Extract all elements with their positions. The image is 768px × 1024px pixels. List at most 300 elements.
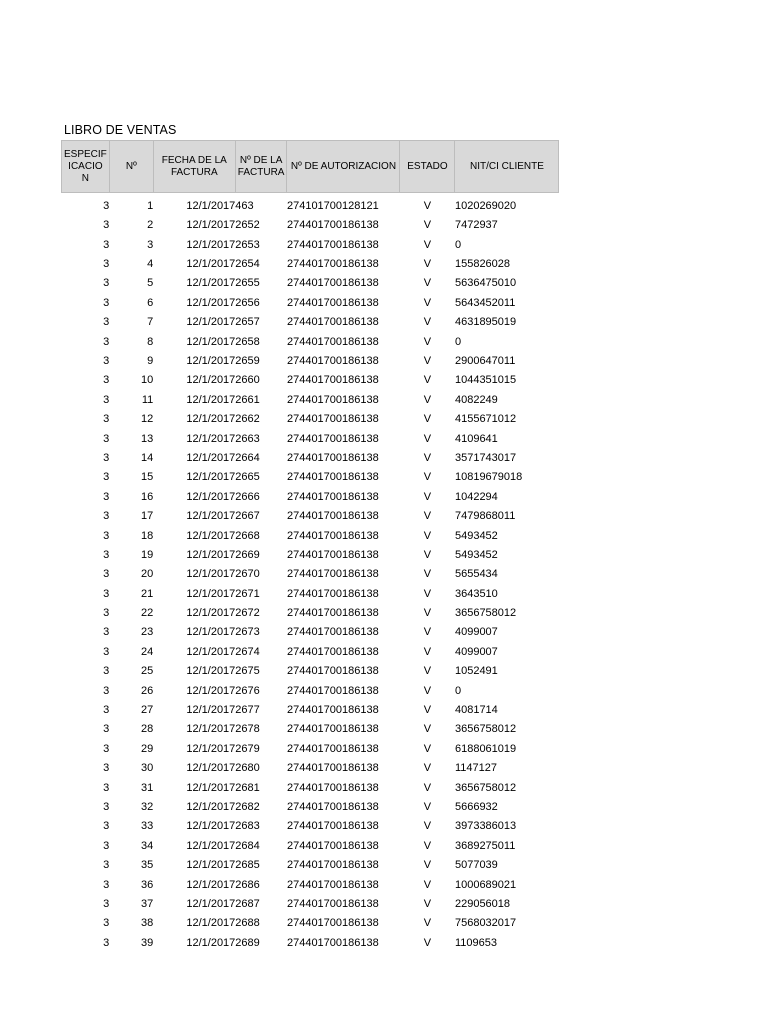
cell-numero: 30 — [141, 762, 154, 775]
cell-numero: 3 — [147, 238, 154, 251]
cell-nit: 5655434 — [454, 568, 498, 581]
table-row — [62, 600, 559, 619]
header-estado: ESTADO — [400, 141, 455, 193]
cell-numero: 31 — [141, 781, 154, 794]
cell-fecha: 12/1/2017 — [186, 510, 236, 523]
cell-numero: 4 — [147, 258, 154, 271]
cell-nit: 3571743017 — [454, 451, 517, 464]
table-row — [62, 697, 559, 716]
cell-numero: 16 — [141, 490, 154, 503]
cell-autorizacion: 274401700186138 — [286, 762, 379, 775]
cell-nit: 229056018 — [454, 897, 511, 910]
cell-numero: 32 — [141, 801, 154, 813]
cell-especificacion: 3 — [103, 665, 110, 678]
cell-fecha: 12/1/2017 — [186, 897, 236, 910]
table-row — [62, 871, 559, 890]
cell-fecha: 12/1/2017 — [186, 393, 236, 406]
cell-nfactura: 2680 — [235, 762, 260, 775]
cell-estado: V — [423, 878, 432, 891]
cell-numero: 22 — [141, 607, 154, 620]
cell-estado: V — [423, 451, 432, 464]
cell-fecha: 12/1/2017 — [186, 684, 236, 697]
cell-nfactura: 2657 — [235, 316, 260, 329]
cell-fecha: 12/1/2017 — [186, 238, 236, 251]
cell-nit: 4082249 — [454, 393, 498, 406]
cell-numero: 20 — [141, 568, 154, 581]
cell-autorizacion: 274401700186138 — [286, 742, 379, 755]
cell-especificacion: 3 — [103, 859, 110, 872]
table-row — [62, 852, 559, 871]
cell-fecha: 12/1/2017 — [186, 587, 236, 600]
cell-nfactura: 2662 — [235, 413, 260, 426]
cell-especificacion: 3 — [103, 917, 110, 930]
table-row — [62, 638, 559, 657]
cell-autorizacion: 274401700186138 — [286, 704, 379, 717]
cell-estado: V — [423, 374, 432, 387]
cell-especificacion: 3 — [103, 258, 110, 271]
table-row — [62, 386, 559, 405]
cell-nit: 4099007 — [454, 645, 498, 658]
cell-autorizacion: 274401700186138 — [286, 490, 379, 503]
cell-nit: 5077039 — [454, 859, 498, 872]
cell-estado: V — [423, 704, 432, 717]
table-row — [62, 658, 559, 677]
cell-nfactura: 2672 — [235, 607, 260, 620]
cell-nit: 1052491 — [454, 665, 498, 678]
cell-autorizacion: 274401700186138 — [286, 355, 379, 368]
cell-nfactura: 2685 — [235, 859, 260, 872]
cell-autorizacion: 274401700186138 — [286, 529, 379, 542]
cell-nfactura: 2686 — [235, 878, 260, 891]
cell-autorizacion: 274401700186138 — [286, 277, 379, 290]
table-row — [62, 309, 559, 328]
cell-autorizacion: 274401700186138 — [286, 393, 379, 406]
cell-numero: 5 — [147, 277, 154, 290]
cell-autorizacion: 274101700128121 — [286, 199, 379, 212]
cell-nit: 5643452011 — [454, 296, 516, 309]
cell-nfactura: 2676 — [235, 684, 260, 697]
cell-especificacion: 3 — [103, 762, 110, 775]
cell-nfactura: 2669 — [235, 548, 260, 561]
cell-nfactura: 2674 — [235, 645, 260, 658]
cell-especificacion: 3 — [103, 568, 110, 581]
cell-especificacion: 3 — [103, 723, 110, 736]
cell-autorizacion: 274401700186138 — [286, 296, 379, 309]
cell-numero: 14 — [141, 451, 154, 464]
cell-especificacion: 3 — [103, 316, 110, 329]
cell-autorizacion: 274401700186138 — [286, 471, 379, 484]
cell-numero: 19 — [141, 548, 154, 561]
table-row — [62, 774, 559, 793]
cell-numero: 36 — [141, 878, 154, 891]
cell-fecha: 12/1/2017 — [186, 704, 236, 717]
cell-fecha: 12/1/2017 — [186, 490, 236, 503]
header-autorizacion: Nº DE AUTORIZACION — [287, 141, 400, 193]
cell-nit: 7472937 — [454, 219, 498, 232]
cell-nit: 1044351015 — [454, 374, 517, 387]
table-row — [62, 794, 559, 813]
cell-fecha: 12/1/2017 — [186, 413, 236, 426]
cell-estado: V — [423, 607, 432, 620]
table-row — [62, 445, 559, 464]
cell-especificacion: 3 — [103, 238, 110, 251]
cell-fecha: 12/1/2017 — [186, 374, 236, 387]
cell-nfactura: 2684 — [235, 839, 260, 852]
cell-especificacion: 3 — [103, 199, 110, 212]
cell-estado: V — [423, 219, 432, 232]
cell-nfactura: 2663 — [235, 432, 260, 445]
cell-nfactura: 2658 — [235, 335, 260, 348]
cell-nit: 10819679018 — [454, 471, 523, 484]
cell-estado: V — [423, 393, 432, 406]
table-row — [62, 328, 559, 347]
cell-fecha: 12/1/2017 — [186, 607, 236, 620]
cell-fecha: 12/1/2017 — [186, 723, 236, 736]
header-fecha: FECHA DE LA FACTURA — [153, 141, 235, 193]
table-row — [62, 542, 559, 561]
cell-fecha: 12/1/2017 — [186, 316, 236, 329]
cell-nfactura: 2673 — [235, 626, 260, 639]
cell-autorizacion: 274401700186138 — [286, 917, 379, 930]
cell-nit: 4155671012 — [454, 413, 517, 426]
cell-nit: 4081714 — [454, 704, 498, 717]
cell-especificacion: 3 — [103, 374, 110, 387]
cell-estado: V — [423, 684, 432, 697]
cell-autorizacion: 274401700186138 — [286, 607, 379, 620]
cell-especificacion: 3 — [103, 878, 110, 891]
table-row — [62, 832, 559, 851]
cell-estado: V — [423, 296, 432, 309]
cell-especificacion: 3 — [103, 277, 110, 290]
cell-autorizacion: 274401700186138 — [286, 587, 379, 600]
table-row — [62, 348, 559, 367]
cell-estado: V — [423, 529, 432, 542]
cell-fecha: 12/1/2017 — [186, 917, 236, 930]
cell-estado: V — [423, 839, 432, 852]
cell-fecha: 12/1/2017 — [186, 801, 236, 813]
cell-autorizacion: 274401700186138 — [286, 548, 379, 561]
cell-nit: 7479868011 — [454, 510, 516, 523]
cell-autorizacion: 274401700186138 — [286, 316, 379, 329]
cell-estado: V — [423, 432, 432, 445]
cell-numero: 12 — [141, 413, 154, 426]
cell-numero: 17 — [141, 510, 154, 523]
cell-estado: V — [423, 762, 432, 775]
cell-nit: 5666932 — [454, 801, 498, 813]
cell-fecha: 12/1/2017 — [186, 568, 236, 581]
cell-estado: V — [423, 199, 432, 212]
cell-nfactura: 2655 — [235, 277, 260, 290]
cell-autorizacion: 274401700186138 — [286, 335, 379, 348]
cell-fecha: 12/1/2017 — [186, 936, 236, 949]
cell-especificacion: 3 — [103, 451, 110, 464]
table-row — [62, 755, 559, 774]
cell-nfactura: 2652 — [235, 219, 260, 232]
cell-fecha: 12/1/2017 — [186, 432, 236, 445]
cell-nit: 0 — [454, 335, 462, 348]
cell-fecha: 12/1/2017 — [186, 626, 236, 639]
cell-nit: 1147127 — [454, 762, 497, 775]
cell-fecha: 12/1/2017 — [186, 781, 236, 794]
cell-estado: V — [423, 897, 432, 910]
cell-fecha: 12/1/2017 — [186, 277, 236, 290]
cell-fecha: 12/1/2017 — [186, 820, 236, 833]
cell-fecha: 12/1/2017 — [186, 548, 236, 561]
cell-numero: 21 — [141, 587, 154, 600]
cell-estado: V — [423, 781, 432, 794]
table-row — [62, 270, 559, 289]
table-row — [62, 929, 559, 948]
cell-estado: V — [423, 471, 432, 484]
cell-estado: V — [423, 820, 432, 833]
cell-nfactura: 2689 — [235, 936, 260, 949]
cell-numero: 23 — [141, 626, 154, 639]
cell-autorizacion: 274401700186138 — [286, 665, 379, 678]
cell-fecha: 12/1/2017 — [186, 296, 236, 309]
cell-estado: V — [423, 859, 432, 872]
cell-estado: V — [423, 258, 432, 271]
cell-fecha: 12/1/2017 — [186, 839, 236, 852]
cell-numero: 8 — [147, 335, 154, 348]
table-row — [62, 406, 559, 425]
cell-nit: 6188061019 — [454, 742, 517, 755]
cell-nit: 1020269020 — [454, 199, 517, 212]
cell-numero: 13 — [141, 432, 154, 445]
cell-fecha: 12/1/2017 — [186, 529, 236, 542]
cell-numero: 33 — [141, 820, 154, 833]
cell-estado: V — [423, 413, 432, 426]
cell-autorizacion: 274401700186138 — [286, 626, 379, 639]
cell-estado: V — [423, 645, 432, 658]
cell-estado: V — [423, 587, 432, 600]
cell-especificacion: 3 — [103, 510, 110, 523]
cell-fecha: 12/1/2017 — [186, 355, 236, 368]
header-numero: Nº — [109, 141, 153, 193]
cell-fecha: 12/1/2017 — [186, 219, 236, 232]
cell-numero: 18 — [141, 529, 154, 542]
cell-especificacion: 3 — [103, 626, 110, 639]
cell-numero: 1 — [147, 199, 154, 212]
cell-estado: V — [423, 316, 432, 329]
table-row — [62, 619, 559, 638]
cell-fecha: 12/1/2017 — [186, 878, 236, 891]
cell-nfactura: 2682 — [235, 801, 260, 813]
cell-nfactura: 2675 — [235, 665, 260, 678]
header-nfactura: Nº DE LA FACTURA — [235, 141, 287, 193]
table-body — [62, 193, 559, 949]
cell-nfactura: 2667 — [235, 510, 260, 523]
cell-especificacion: 3 — [103, 684, 110, 697]
cell-estado: V — [423, 510, 432, 523]
cell-nfactura: 2670 — [235, 568, 260, 581]
cell-especificacion: 3 — [103, 742, 110, 755]
cell-nit: 1000689021 — [454, 878, 517, 891]
cell-autorizacion: 274401700186138 — [286, 936, 379, 949]
cell-especificacion: 3 — [103, 548, 110, 561]
cell-especificacion: 3 — [103, 471, 110, 484]
cell-nfactura: 2666 — [235, 490, 260, 503]
cell-estado: V — [423, 335, 432, 348]
cell-nit: 3973386013 — [454, 820, 517, 833]
cell-especificacion: 3 — [103, 801, 110, 813]
cell-nfactura: 2671 — [235, 587, 260, 600]
cell-especificacion: 3 — [103, 413, 110, 426]
cell-estado: V — [423, 355, 432, 368]
cell-nfactura: 2653 — [235, 238, 260, 251]
cell-especificacion: 3 — [103, 335, 110, 348]
cell-especificacion: 3 — [103, 529, 110, 542]
cell-nit: 5493452 — [454, 548, 498, 561]
cell-nit: 3656758012 — [454, 781, 517, 794]
cell-autorizacion: 274401700186138 — [286, 839, 379, 852]
cell-estado: V — [423, 568, 432, 581]
table-row — [62, 212, 559, 231]
table-row — [62, 464, 559, 483]
cell-nfactura: 2677 — [235, 704, 260, 717]
cell-numero: 25 — [141, 665, 154, 678]
cell-nfactura: 2665 — [235, 471, 260, 484]
cell-especificacion: 3 — [103, 490, 110, 503]
cell-especificacion: 3 — [103, 355, 110, 368]
page-title: LIBRO DE VENTAS — [64, 123, 177, 137]
cell-estado: V — [423, 665, 432, 678]
cell-nfactura: 2668 — [235, 529, 260, 542]
cell-especificacion: 3 — [103, 645, 110, 658]
cell-numero: 15 — [141, 471, 154, 484]
cell-especificacion: 3 — [103, 897, 110, 910]
cell-fecha: 12/1/2017 — [186, 665, 236, 678]
cell-estado: V — [423, 742, 432, 755]
table-row — [62, 193, 559, 212]
cell-estado: V — [423, 801, 432, 813]
cell-fecha: 12/1/2017 — [186, 762, 236, 775]
cell-autorizacion: 274401700186138 — [286, 859, 379, 872]
cell-nfactura: 2678 — [235, 723, 260, 736]
cell-nit: 4109641 — [454, 432, 498, 445]
cell-autorizacion: 274401700186138 — [286, 723, 379, 736]
table-row — [62, 891, 559, 910]
cell-autorizacion: 274401700186138 — [286, 510, 379, 523]
cell-nit: 4099007 — [454, 626, 498, 639]
cell-especificacion: 3 — [103, 936, 110, 949]
cell-especificacion: 3 — [103, 587, 110, 600]
cell-autorizacion: 274401700186138 — [286, 645, 379, 658]
cell-especificacion: 3 — [103, 839, 110, 852]
header-nit: NIT/CI CLIENTE — [455, 141, 559, 193]
table-row — [62, 716, 559, 735]
cell-estado: V — [423, 626, 432, 639]
cell-numero: 11 — [141, 393, 154, 406]
ventas-table — [61, 140, 559, 949]
cell-especificacion: 3 — [103, 781, 110, 794]
table-row — [62, 522, 559, 541]
cell-autorizacion: 274401700186138 — [286, 820, 379, 833]
cell-autorizacion: 274401700186138 — [286, 451, 379, 464]
cell-estado: V — [423, 277, 432, 290]
cell-nit: 2900647011 — [454, 355, 516, 368]
cell-numero: 39 — [141, 936, 154, 949]
cell-estado: V — [423, 548, 432, 561]
table-row — [62, 910, 559, 929]
table-row — [62, 561, 559, 580]
cell-autorizacion: 274401700186138 — [286, 684, 379, 697]
cell-autorizacion: 274401700186138 — [286, 801, 379, 813]
cell-estado: V — [423, 490, 432, 503]
cell-estado: V — [423, 238, 432, 251]
header-especificacion: ESPECIF ICACIO N — [62, 141, 110, 193]
cell-nfactura: 2688 — [235, 917, 260, 930]
table-row — [62, 677, 559, 696]
cell-fecha: 12/1/2017 — [186, 258, 236, 271]
table-row — [62, 580, 559, 599]
cell-fecha: 12/1/2017 — [186, 645, 236, 658]
cell-nfactura: 2654 — [235, 258, 260, 271]
cell-nfactura: 2681 — [235, 781, 260, 794]
cell-numero: 38 — [141, 917, 154, 930]
cell-numero: 27 — [141, 704, 154, 717]
cell-nit: 1109653 — [454, 936, 497, 949]
cell-nit: 155826028 — [454, 258, 511, 271]
cell-especificacion: 3 — [103, 296, 110, 309]
cell-especificacion: 3 — [103, 607, 110, 620]
cell-autorizacion: 274401700186138 — [286, 432, 379, 445]
cell-nfactura: 2661 — [235, 393, 260, 406]
cell-fecha: 12/1/2017 — [186, 335, 236, 348]
cell-fecha: 12/1/2017 — [186, 199, 236, 212]
cell-nfactura: 2659 — [235, 355, 260, 368]
cell-autorizacion: 274401700186138 — [286, 781, 379, 794]
cell-nit: 3643510 — [454, 587, 498, 600]
cell-especificacion: 3 — [103, 432, 110, 445]
cell-nfactura: 2664 — [235, 451, 260, 464]
cell-nit: 0 — [454, 238, 462, 251]
cell-nit: 3689275011 — [454, 839, 516, 852]
table-row — [62, 503, 559, 522]
cell-nfactura: 2683 — [235, 820, 260, 833]
cell-estado: V — [423, 917, 432, 930]
cell-fecha: 12/1/2017 — [186, 859, 236, 872]
cell-estado: V — [423, 723, 432, 736]
cell-numero: 9 — [147, 355, 154, 368]
cell-numero: 26 — [141, 684, 154, 697]
cell-numero: 7 — [147, 316, 154, 329]
cell-nit: 3656758012 — [454, 607, 517, 620]
cell-nit: 4631895019 — [454, 316, 517, 329]
cell-numero: 37 — [141, 897, 154, 910]
cell-especificacion: 3 — [103, 219, 110, 232]
cell-numero: 34 — [141, 839, 154, 852]
header-row — [62, 141, 559, 193]
cell-autorizacion: 274401700186138 — [286, 374, 379, 387]
cell-nit: 3656758012 — [454, 723, 517, 736]
cell-nfactura: 2687 — [235, 897, 260, 910]
cell-numero: 2 — [147, 219, 154, 232]
cell-fecha: 12/1/2017 — [186, 742, 236, 755]
cell-especificacion: 3 — [103, 704, 110, 717]
cell-numero: 24 — [141, 645, 154, 658]
cell-autorizacion: 274401700186138 — [286, 878, 379, 891]
table-row — [62, 483, 559, 502]
cell-autorizacion: 274401700186138 — [286, 219, 379, 232]
table-header — [62, 141, 559, 193]
table-row — [62, 289, 559, 308]
cell-nfactura: 2660 — [235, 374, 260, 387]
table-row — [62, 425, 559, 444]
table-row — [62, 251, 559, 270]
cell-autorizacion: 274401700186138 — [286, 897, 379, 910]
cell-nit: 1042294 — [454, 490, 498, 503]
cell-fecha: 12/1/2017 — [186, 471, 236, 484]
